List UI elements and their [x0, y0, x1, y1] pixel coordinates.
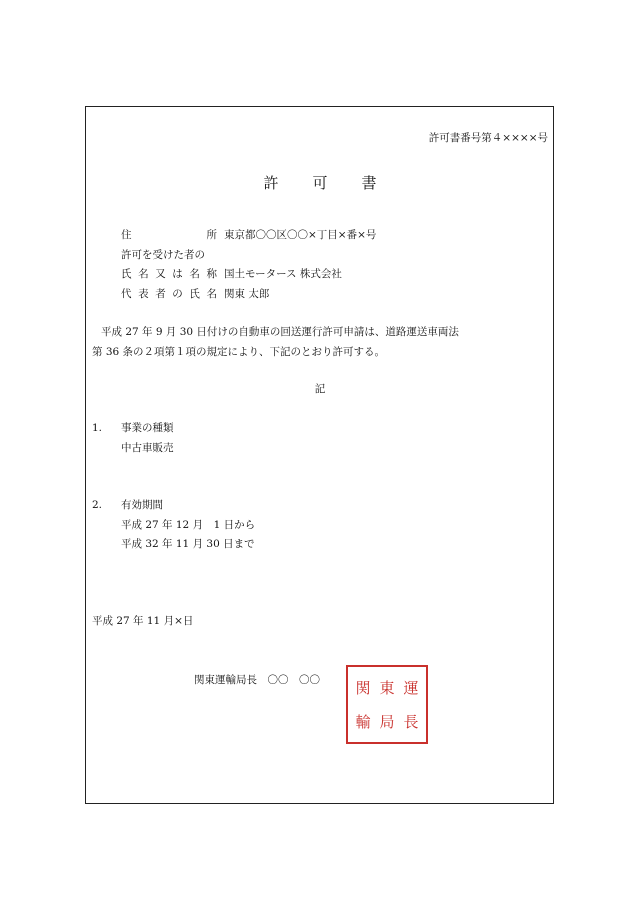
seal-char: 輸 [355, 712, 371, 731]
item-line: 中古車販売 [121, 442, 174, 454]
title-char: 書 [361, 174, 377, 192]
document-frame [85, 106, 554, 804]
body-line-1: 平成 27 年 9 月 30 日付けの自動車の回送運行許可申請は、道路運送車両法 [101, 326, 459, 338]
issuer-name: 関東運輸局長 〇〇 〇〇 [194, 674, 320, 686]
item-line: 平成 32 年 11 月 30 日まで [121, 538, 255, 550]
seal-char: 長 [403, 712, 419, 731]
official-seal [346, 665, 428, 744]
permit-number: 許可書番号第４××××号 [428, 132, 548, 144]
title-char: 可 [312, 174, 328, 192]
address-value: 東京都〇〇区〇〇×丁目×番×号 [224, 229, 377, 241]
item-number: 2. [92, 499, 103, 511]
document-title [0, 176, 640, 190]
body-line-2: 第 36 条の２項第１項の規定により、下記のとおり許可する。 [92, 346, 386, 358]
company-name-label: 氏 名 又 は 名 称 [121, 268, 217, 280]
seal-char: 東 [379, 679, 395, 698]
item-heading: 有効期間 [121, 499, 163, 511]
address-label: 住 所 [121, 229, 217, 241]
recipient-label: 許可を受けた者の [121, 249, 205, 261]
company-name-value: 国土モータース 株式会社 [224, 268, 342, 280]
issue-date: 平成 27 年 11 月×日 [92, 615, 194, 627]
item-number: 1. [92, 422, 103, 434]
representative-value: 関東 太郎 [224, 288, 270, 300]
seal-char: 局 [379, 712, 395, 731]
seal-char: 関 [355, 679, 371, 698]
representative-label: 代 表 者 の 氏 名 [121, 288, 217, 300]
ki-marker: 記 [314, 383, 326, 395]
item-heading: 事業の種類 [121, 422, 174, 434]
item-line: 平成 27 年 12 月 1 日から [121, 519, 256, 531]
title-char: 許 [263, 174, 279, 192]
seal-char: 運 [403, 679, 419, 698]
